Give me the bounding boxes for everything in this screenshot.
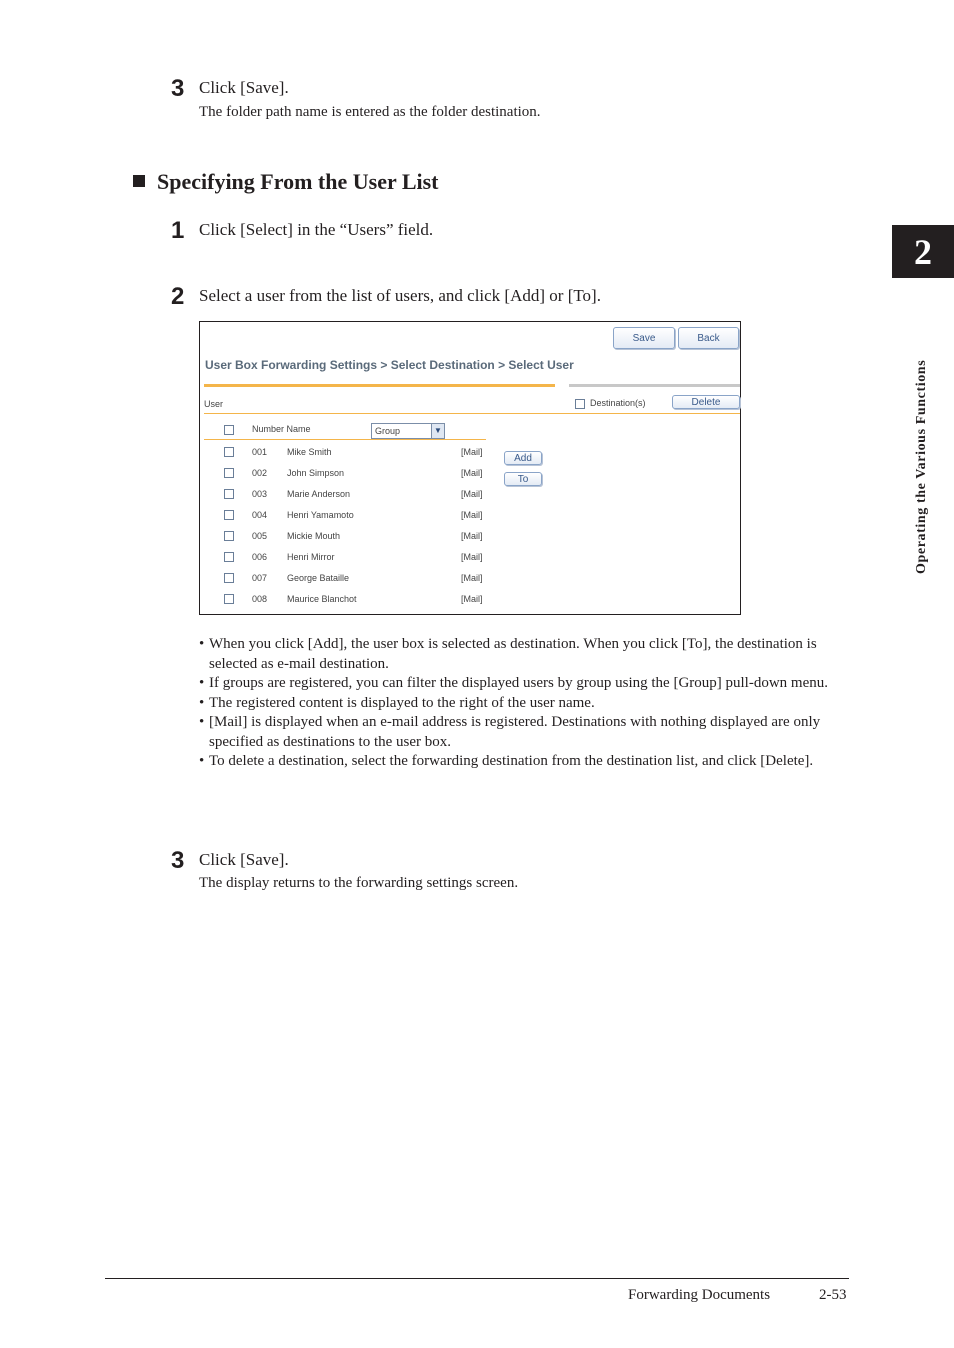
user-name: Marie Anderson — [287, 489, 351, 499]
user-name: Henri Yamamoto — [287, 510, 354, 520]
note-text: The registered content is displayed to the right of the user name. — [209, 694, 595, 711]
user-name: Mickie Mouth — [287, 531, 341, 541]
user-checkbox[interactable] — [224, 468, 234, 478]
step-text: Click [Save]. — [199, 850, 289, 869]
to-button[interactable]: To — [504, 472, 542, 486]
user-checkbox[interactable] — [224, 510, 234, 520]
user-checkbox[interactable] — [224, 447, 234, 457]
footer-section-title: Forwarding Documents — [628, 1287, 771, 1303]
note-item — [199, 674, 855, 694]
step-text: Click [Save]. — [199, 78, 289, 97]
divider — [569, 384, 740, 387]
user-number: 002 — [252, 468, 268, 478]
group-select-value: Group — [375, 426, 401, 436]
square-bullet-icon — [133, 175, 145, 187]
user-checkbox[interactable] — [224, 531, 234, 541]
page-number: 2-53 — [819, 1287, 847, 1303]
select-all-destinations-checkbox[interactable] — [575, 399, 585, 409]
user-checkbox[interactable] — [224, 489, 234, 499]
save-button[interactable]: Save — [613, 327, 675, 349]
user-mail-tag: [Mail] — [461, 573, 483, 583]
divider — [204, 439, 486, 440]
note-item — [199, 635, 855, 674]
section-heading — [133, 171, 439, 193]
step-text: Select a user from the list of users, and click [Add] or [To]. — [199, 286, 601, 305]
chapter-side-title: Operating the Various Functions — [914, 359, 929, 574]
step-number: 2 — [171, 283, 185, 310]
number-name-header: Number Name — [252, 424, 311, 434]
bullet-marker: • — [199, 753, 205, 769]
note-text: [Mail] is displayed when an e-mail address is registered. Destinations with nothing displayed are only specified as destinations to the user box. — [209, 714, 821, 750]
delete-button[interactable]: Delete — [672, 395, 740, 409]
chevron-down-icon: ▼ — [431, 424, 444, 438]
note-text: If groups are registered, you can filter the displayed users by group using the [Group] pull-down menu. — [209, 675, 829, 691]
user-number: 004 — [252, 510, 268, 520]
user-label: User — [204, 399, 224, 409]
user-name: Henri Mirror — [287, 552, 335, 562]
group-select[interactable] — [371, 423, 445, 439]
user-checkbox[interactable] — [224, 594, 234, 604]
add-button[interactable]: Add — [504, 451, 542, 465]
destinations-label: Destination(s) — [590, 398, 646, 408]
user-mail-tag: [Mail] — [461, 510, 483, 520]
bullet-marker: • — [199, 694, 205, 711]
step-text: Click [Select] in the “Users” field. — [199, 220, 434, 239]
user-name: Maurice Blanchot — [287, 594, 357, 604]
note-item — [199, 694, 855, 714]
select-user-screenshot — [199, 321, 741, 615]
user-mail-tag: [Mail] — [461, 531, 483, 541]
step-number: 1 — [171, 217, 185, 244]
user-name: John Simpson — [287, 468, 345, 478]
user-mail-tag: [Mail] — [461, 552, 483, 562]
step-number: 3 — [171, 847, 185, 874]
user-number: 007 — [252, 573, 268, 583]
user-checkbox[interactable] — [224, 573, 234, 583]
user-mail-tag: [Mail] — [461, 594, 483, 604]
user-number: 003 — [252, 489, 268, 499]
user-mail-tag: [Mail] — [461, 489, 483, 499]
user-mail-tag: [Mail] — [461, 468, 483, 478]
back-button[interactable]: Back — [678, 327, 739, 349]
section-heading-text: Specifying From the User List — [157, 169, 439, 194]
user-number: 008 — [252, 594, 268, 604]
user-number: 001 — [252, 447, 268, 457]
chapter-tab: 2 — [892, 225, 954, 278]
user-mail-tag: [Mail] — [461, 447, 483, 457]
note-item — [199, 713, 855, 752]
divider — [204, 413, 740, 414]
note-item — [199, 752, 855, 772]
user-checkbox[interactable] — [224, 552, 234, 562]
bullet-marker: • — [199, 714, 205, 730]
note-text: To delete a destination, select the forwarding destination from the destination list, and click [Delete]. — [209, 753, 814, 769]
divider — [204, 384, 555, 387]
step-description: The display returns to the forwarding settings screen. — [199, 875, 519, 891]
footer-rule — [105, 1278, 849, 1279]
step-number: 3 — [171, 75, 185, 102]
select-all-users-checkbox[interactable] — [224, 425, 234, 435]
user-name: Mike Smith — [287, 447, 332, 457]
step-description: The folder path name is entered as the folder destination. — [199, 104, 541, 120]
user-number: 005 — [252, 531, 268, 541]
bullet-marker: • — [199, 675, 205, 691]
user-number: 006 — [252, 552, 268, 562]
user-name: George Bataille — [287, 573, 350, 583]
note-text: When you click [Add], the user box is selected as destination. When you click [To], the destination is selected as e-mail destination. — [209, 636, 817, 672]
notes-list — [199, 635, 855, 772]
breadcrumb: User Box Forwarding Settings > Select Destination > Select User — [205, 358, 574, 372]
bullet-marker: • — [199, 636, 205, 652]
